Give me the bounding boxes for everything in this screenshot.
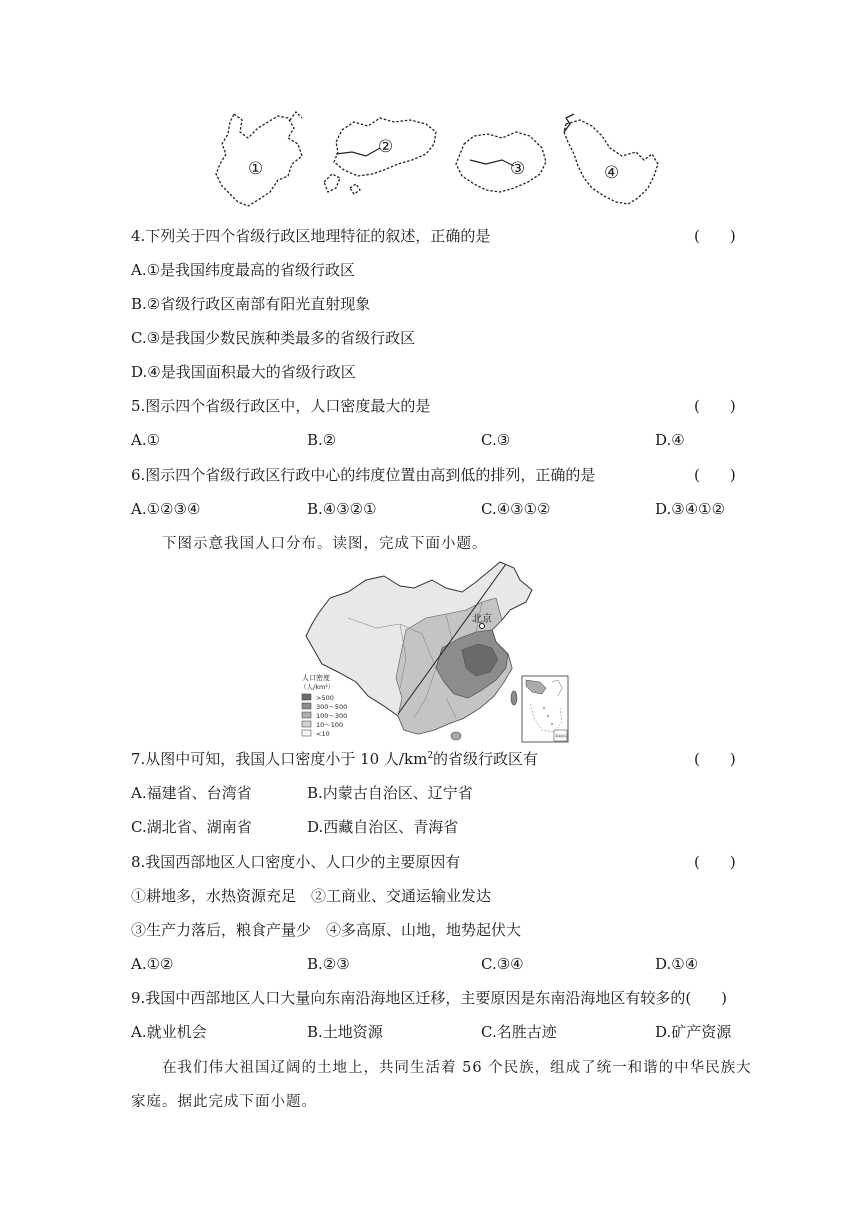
legend-label-5: <10 bbox=[316, 730, 330, 738]
q6-option-b: B.④③②① bbox=[307, 500, 377, 518]
province-map-3-label: ③ bbox=[510, 159, 526, 179]
legend-label-4: 10～100 bbox=[316, 721, 344, 729]
q6-stem: 6.图示四个省级行政区行政中心的纬度位置由高到低的排列，正确的是 bbox=[131, 466, 596, 484]
q8-statements-2: ③生产力落后，粮食产量少 ④多高原、山地，地势起伏大 bbox=[131, 921, 522, 939]
legend-swatch-3 bbox=[302, 712, 311, 718]
inset-label: 南海诸岛 bbox=[555, 734, 568, 738]
q7-stem bbox=[131, 749, 538, 769]
q4-option-b: B.②省级行政区南部有阳光直射现象 bbox=[131, 295, 371, 313]
intro-ethnic-groups-line1: 在我们伟大祖国辽阔的土地上，共同生活着 56 个民族，组成了统一和谐的中华民族大 bbox=[162, 1060, 752, 1076]
q4-option-d: D.④是我国面积最大的省级行政区 bbox=[131, 363, 356, 381]
q7-option-a: A.福建省、台湾省 bbox=[131, 784, 252, 802]
q6-answer-paren: ( ) bbox=[694, 466, 736, 484]
q8-option-c: C.③④ bbox=[481, 955, 524, 973]
q9-option-a: A.就业机会 bbox=[131, 1023, 207, 1041]
q8-option-a: A.①② bbox=[131, 955, 174, 973]
q9-option-c: C.名胜古迹 bbox=[481, 1023, 557, 1041]
q7-answer-paren: ( ) bbox=[694, 750, 736, 768]
legend-label-1: >500 bbox=[316, 694, 334, 702]
map-taiwan bbox=[511, 691, 517, 705]
province-map-3 bbox=[456, 132, 546, 192]
legend-label-2: 300～500 bbox=[316, 703, 348, 711]
province-map-4 bbox=[564, 114, 658, 204]
q5-stem: 5.图示四个省级行政区中，人口密度最大的是 bbox=[131, 397, 431, 415]
south-china-sea-inset bbox=[522, 676, 568, 742]
q7-stem-part-b: 的省级行政区有 bbox=[433, 750, 539, 768]
legend-swatch-2 bbox=[302, 703, 311, 709]
q8-option-d: D.①④ bbox=[655, 955, 699, 973]
legend-swatch-4 bbox=[302, 721, 311, 727]
q7-option-b: B.内蒙古自治区、辽宁省 bbox=[307, 784, 473, 802]
province-map-2-label: ② bbox=[378, 137, 394, 157]
q7-option-d: D.西藏自治区、青海省 bbox=[307, 818, 459, 836]
legend-unit: （人/km²） bbox=[300, 683, 335, 691]
q4-option-c: C.③是我国少数民族种类最多的省级行政区 bbox=[131, 329, 416, 347]
q8-stem: 8.我国西部地区人口密度小、人口少的主要原因有 bbox=[131, 853, 461, 871]
province-map-1-label: ① bbox=[248, 159, 264, 179]
map-hainan bbox=[451, 732, 461, 740]
beijing-label: 北京 bbox=[472, 614, 492, 625]
intro-ethnic-groups-line2: 家庭。据此完成下面小题。 bbox=[131, 1094, 317, 1110]
q7-option-c: C.湖北省、湖南省 bbox=[131, 818, 252, 836]
population-map bbox=[296, 558, 572, 744]
q5-answer-paren: ( ) bbox=[694, 397, 736, 415]
q9-stem: 9.我国中西部地区人口大量向东南沿海地区迁移，主要原因是东南沿海地区有较多的( ) bbox=[131, 989, 728, 1007]
province-map-3-border bbox=[470, 160, 514, 166]
q7-stem-part-a: 7.从图中可知，我国人口密度小于 10 人/km bbox=[131, 750, 428, 768]
legend-swatch-1 bbox=[302, 694, 311, 700]
q4-stem: 4.下列关于四个省级行政区地理特征的叙述，正确的是 bbox=[131, 227, 491, 245]
q5-option-b: B.② bbox=[307, 431, 337, 449]
q5-option-c: C.③ bbox=[481, 431, 511, 449]
q7-stem-superscript: 2 bbox=[427, 751, 434, 761]
q5-option-d: D.④ bbox=[655, 431, 685, 449]
legend-swatch-5 bbox=[302, 730, 311, 736]
legend-title: 人口密度 bbox=[302, 674, 330, 682]
q6-option-a: A.①②③④ bbox=[131, 500, 201, 518]
q4-option-a: A.①是我国纬度最高的省级行政区 bbox=[131, 261, 356, 279]
q6-option-c: C.④③①② bbox=[481, 500, 551, 518]
q4-answer-paren: ( ) bbox=[694, 227, 736, 245]
province-map-2-border bbox=[336, 148, 380, 156]
map-legend bbox=[300, 673, 347, 738]
q8-answer-paren: ( ) bbox=[694, 853, 736, 871]
q9-option-b: B.土地资源 bbox=[307, 1023, 383, 1041]
intro-population-map: 下图示意我国人口分布。读图，完成下面小题。 bbox=[162, 536, 488, 552]
q5-option-a: A.① bbox=[131, 431, 161, 449]
q9-option-d: D.矿产资源 bbox=[655, 1023, 732, 1041]
q6-option-d: D.③④①② bbox=[655, 500, 726, 518]
legend-label-3: 100～300 bbox=[316, 712, 348, 720]
province-map-4-label: ④ bbox=[604, 163, 620, 183]
q8-option-b: B.②③ bbox=[307, 955, 350, 973]
province-maps bbox=[212, 108, 667, 212]
q8-statements-1: ①耕地多，水热资源充足 ②工商业、交通运输业发达 bbox=[131, 887, 492, 905]
